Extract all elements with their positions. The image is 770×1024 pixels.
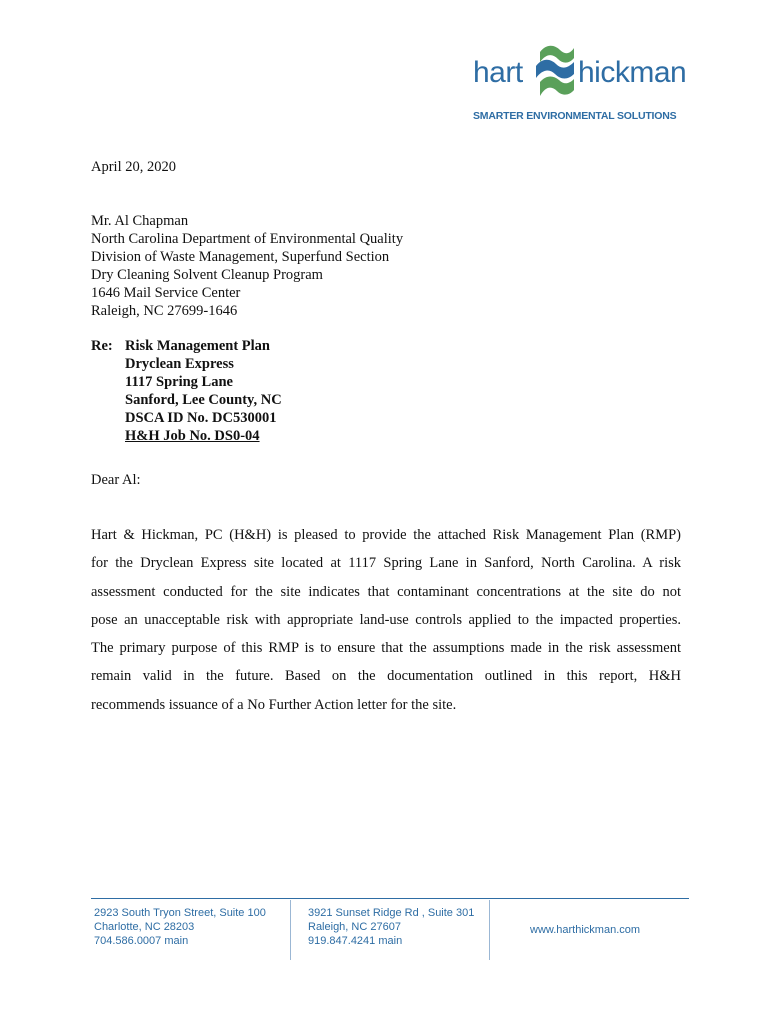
recipient-line: 1646 Mail Service Center — [91, 285, 241, 301]
body-line: for the Dryclean Express site located at 1117 Spring Lane in Sanford, North Carolina. A risk — [91, 555, 681, 572]
footer-address-line: 2923 South Tryon Street, Suite 100 — [94, 907, 266, 919]
recipient-line: North Carolina Department of Environmental Quality — [91, 231, 404, 247]
re-label: Re: — [91, 338, 113, 354]
footer-phone: 919.847.4241 main — [308, 935, 403, 947]
body-line: assessment conducted for the site indicates that contaminant concentrations at the site do not — [91, 583, 681, 600]
footer-address-line: 3921 Sunset Ridge Rd , Suite 301 — [308, 907, 475, 919]
footer-address-line: Charlotte, NC 28203 — [94, 921, 195, 933]
subject-line: Dryclean Express — [125, 356, 234, 372]
body-line: remain valid in the future. Based on the documentation outlined in this report, H&H — [91, 668, 681, 685]
footer-address-line: Raleigh, NC 27607 — [308, 921, 401, 933]
letter-date: April 20, 2020 — [91, 159, 176, 175]
subject-line: Risk Management Plan — [125, 338, 270, 354]
company-logo — [470, 40, 690, 130]
body-line: recommends issuance of a No Further Action letter for the site. — [91, 696, 457, 713]
footer-column-separator — [290, 900, 291, 960]
footer-office-charlotte — [94, 906, 266, 948]
body-line: Hart & Hickman, PC (H&H) is pleased to provide the attached Risk Management Plan (RMP) — [91, 527, 681, 543]
salutation: Dear Al: — [91, 472, 141, 488]
subject-line: DSCA ID No. DC530001 — [125, 410, 277, 426]
logo-tagline: SMARTER ENVIRONMENTAL SOLUTIONS — [473, 110, 677, 122]
subject-line-job-no — [125, 427, 282, 445]
footer-office-raleigh — [308, 906, 474, 948]
body-line: The primary purpose of this RMP is to ensure that the assumptions made in the risk assessment — [91, 640, 681, 657]
recipient-address — [91, 212, 403, 320]
subject-line: Sanford, Lee County, NC — [125, 392, 282, 408]
footer-divider — [91, 898, 689, 899]
body-paragraph — [91, 521, 681, 719]
recipient-line: Raleigh, NC 27699-1646 — [91, 303, 238, 319]
recipient-line: Dry Cleaning Solvent Cleanup Program — [91, 267, 323, 283]
logo-word-hart: hart — [473, 56, 523, 89]
footer-column-separator — [489, 900, 490, 960]
subject-line: 1117 Spring Lane — [125, 374, 233, 390]
footer-phone: 704.586.0007 main — [94, 935, 189, 947]
footer-website-link[interactable]: www.harthickman.com — [530, 924, 641, 936]
logo-wave-icon — [532, 42, 578, 104]
subject-block — [125, 337, 282, 445]
job-number: H&H Job No. DS0-04 — [125, 428, 260, 444]
body-line: pose an unacceptable risk with appropriate land-use controls applied to the impacted properties. — [91, 611, 681, 628]
logo-word-hickman: hickman — [578, 56, 687, 89]
recipient-line: Mr. Al Chapman — [91, 213, 189, 229]
recipient-line: Division of Waste Management, Superfund Section — [91, 249, 390, 265]
